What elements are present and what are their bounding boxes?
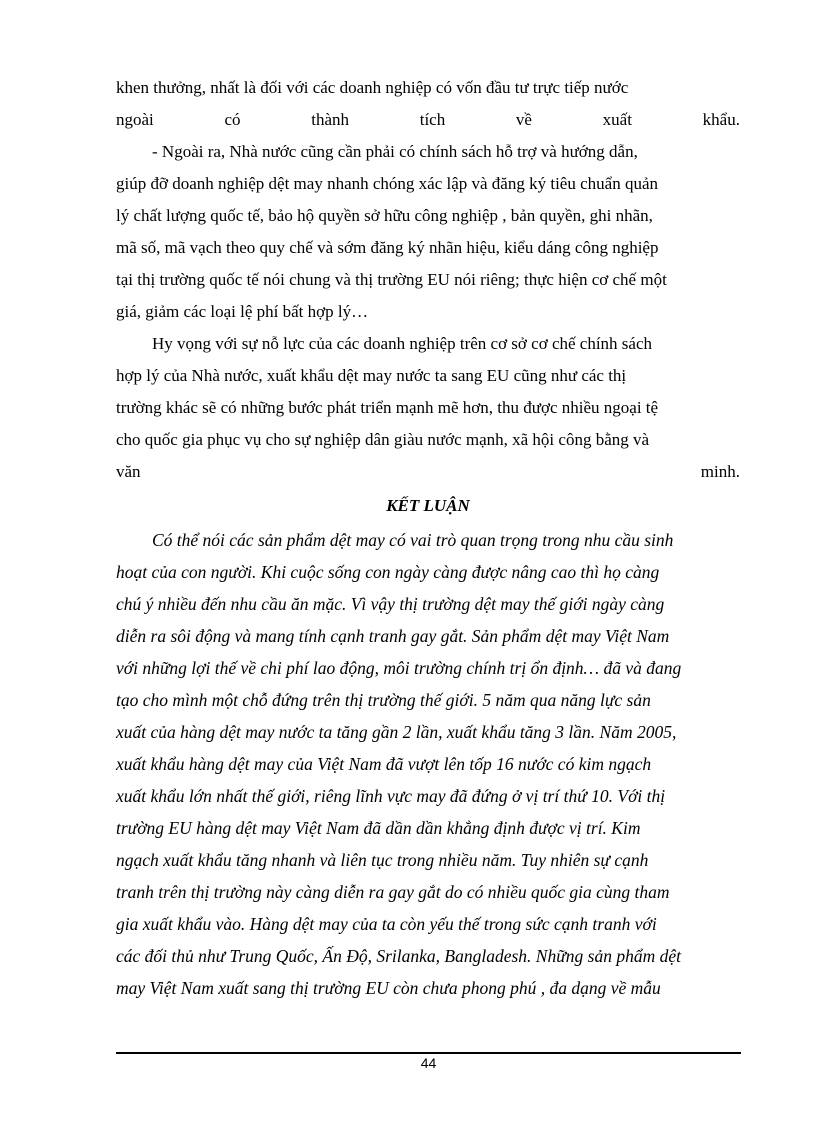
- text-line: ngạch xuất khẩu tăng nhanh và liên tục trong nhiều năm. Tuy nhiên sự cạnh: [116, 850, 649, 870]
- paragraph-hope: [116, 328, 740, 488]
- text-line: với những lợi thế về chi phí lao động, môi trường chính trị ổn định… đã và đang: [116, 658, 682, 678]
- word: ngoài: [116, 110, 154, 129]
- text-line: các đối thủ như Trung Quốc, Ấn Độ, Srilanka, Bangladesh. Những sản phẩm dệt: [116, 946, 681, 966]
- text-line: trường khác sẽ có những bước phát triển mạnh mẽ hơn, thu được nhiều ngoại tệ: [116, 398, 659, 417]
- text-line: xuất của hàng dệt may nước ta tăng gần 2 lần, xuất khẩu tăng 3 lần. Năm 2005,: [116, 722, 677, 742]
- word: xuất: [602, 110, 632, 129]
- text-line: - Ngoài ra, Nhà nước cũng cần phải có chính sách hỗ trợ và hướng dẫn,: [152, 142, 638, 161]
- text-line: giá, giảm các loại lệ phí bất hợp lý…: [116, 302, 369, 321]
- text-line: Có thể nói các sản phẩm dệt may có vai trò quan trọng trong nhu cầu sinh: [152, 530, 674, 550]
- text-line-justified: [116, 104, 740, 136]
- text-line: may Việt Nam xuất sang thị trường EU còn chưa phong phú , đa dạng về mẫu: [116, 978, 661, 998]
- text-line-justified: [116, 456, 740, 488]
- text-line: xuất khẩu lớn nhất thế giới, riêng lĩnh vực may đã đứng ở vị trí thứ 10. Với thị: [116, 786, 666, 806]
- word: minh.: [700, 462, 740, 481]
- word: thành: [311, 110, 350, 129]
- text-line: cho quốc gia phục vụ cho sự nghiệp dân giàu nước mạnh, xã hội công bằng và: [116, 430, 650, 449]
- text-line: xuất khẩu hàng dệt may của Việt Nam đã vượt lên tốp 16 nước có kim ngạch: [116, 754, 652, 774]
- text-line: tranh trên thị trường này càng diễn ra gay gắt do có nhiều quốc gia cùng tham: [116, 882, 670, 902]
- page-number: 44: [420, 1055, 437, 1071]
- conclusion-paragraph: [116, 524, 740, 1004]
- conclusion-heading: KẾT LUẬN: [386, 496, 470, 515]
- word: về: [515, 110, 532, 129]
- text-line: lý chất lượng quốc tế, bảo hộ quyền sở hữu công nghiệp , bản quyền, ghi nhãn,: [116, 206, 653, 225]
- text-line: tạo cho mình một chỗ đứng trên thị trường thế giới. 5 năm qua năng lực sản: [116, 690, 651, 710]
- text-line: giúp đỡ doanh nghiệp dệt may nhanh chóng xác lập và đăng ký tiêu chuẩn quản: [116, 174, 658, 193]
- document-page: [116, 72, 740, 1004]
- word: văn: [116, 462, 141, 481]
- paragraph-policy-support: [116, 136, 740, 328]
- text-line: diễn ra sôi động và mang tính cạnh tranh gay gắt. Sản phẩm dệt may Việt Nam: [116, 626, 670, 646]
- text-line: gia xuất khẩu vào. Hàng dệt may của ta còn yếu thế trong sức cạnh tranh với: [116, 914, 657, 934]
- text-line: trường EU hàng dệt may Việt Nam đã dần dần khẳng định được vị trí. Kim: [116, 818, 641, 838]
- word: tích: [419, 110, 446, 129]
- paragraph-continuation: [116, 72, 740, 136]
- text-line: [116, 72, 740, 104]
- text-line: chú ý nhiều đến nhu cầu ăn mặc. Vì vậy thị trường dệt may thế giới ngày càng: [116, 594, 665, 614]
- text-line: Hy vọng với sự nỗ lực của các doanh nghiệp trên cơ sở cơ chế chính sách: [152, 334, 653, 353]
- word: khẩu.: [702, 110, 740, 129]
- text-line: mã số, mã vạch theo quy chế và sớm đăng ký nhãn hiệu, kiểu dáng công nghiệp: [116, 238, 659, 257]
- text-line: hoạt của con người. Khi cuộc sống con ngày càng được nâng cao thì họ càng: [116, 562, 660, 582]
- word: có: [224, 110, 241, 129]
- text-line-content: khen thưởng, nhất là đối với các doanh nghiệp có vốn đầu tư trực tiếp nước: [116, 78, 629, 97]
- text-line: tại thị trường quốc tế nói chung và thị trường EU nói riêng; thực hiện cơ chế một: [116, 270, 667, 289]
- text-line: hợp lý của Nhà nước, xuất khẩu dệt may nước ta sang EU cũng như các thị: [116, 366, 627, 385]
